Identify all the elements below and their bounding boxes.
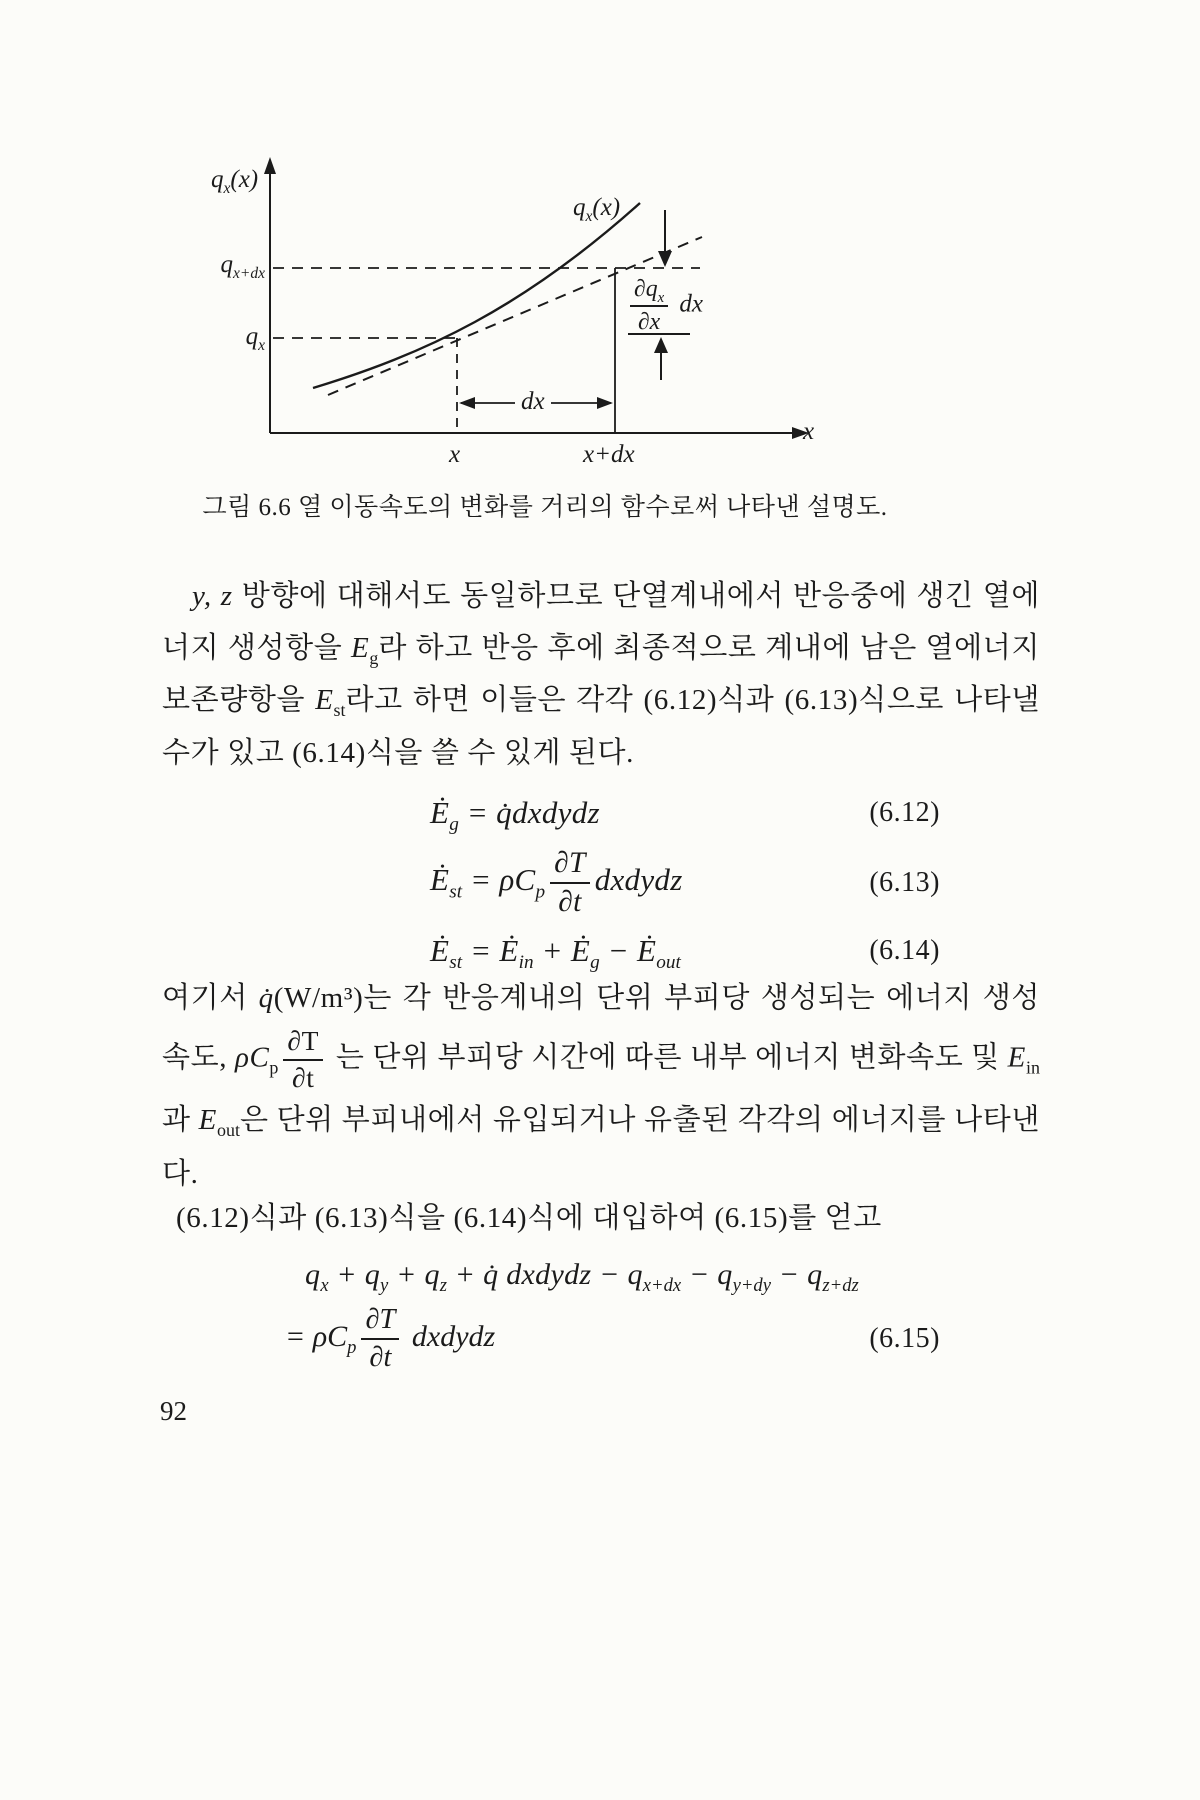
paragraph-1: y, z 방향에 대해서도 동일하므로 단열계내에서 반응중에 생긴 열에너지 생성항을 $E_g$라 하고 반응 후에 최종적으로 계내에 남은 열에너지 보존량항을 $E_{st}$라고 하면 이들은 각각 (6.12)식과 (6.13)식으로 나타낼 수가 있고 (6.14)식을 쓸 수 있게 된다. [162, 580, 1041, 769]
slope-up-arrowhead [654, 337, 668, 353]
equation-615-block [285, 1258, 940, 1374]
equation-615-line2: = $\rho C_p$ $\frac{\partial T}{\partial t}$ dxdydz [285, 1304, 496, 1373]
tick-label-x: x [449, 441, 461, 468]
tick-label-x-plus-dx: x+dx [583, 441, 635, 468]
equation-614-row [430, 932, 940, 974]
equation-612-row [430, 795, 940, 836]
equation-block [430, 795, 940, 974]
equation-614-expression: $Ė_{st}$ = $Ė_{in}$ + $Ė_g$ − $Ė_{out}$ [430, 932, 681, 974]
slope-down-arrowhead [658, 251, 672, 267]
dx-left-arrowhead [459, 397, 475, 409]
y-axis-title: $q_x(x)$ [211, 166, 259, 197]
dx-right-arrowhead [597, 397, 613, 409]
figure-canvas [185, 148, 875, 488]
equation-613-expression: $Ė_{st} = \rho C_p$ $\frac{\partial T}{\partial t}$ dxdydz [430, 847, 683, 918]
slope-term-label: $\frac{\partial q_x}{\partial x}$ dx [625, 276, 703, 335]
equation-614-number: (6.14) [869, 934, 940, 966]
equation-613-row [430, 847, 940, 919]
equation-615-line2-row [285, 1304, 940, 1374]
equation-615-line1: $q_x + q_y + q_z$ + q̇ dxdydz − $q_{x+dx} - q_{y+dy} - q_{z+dz}$ [305, 1258, 859, 1296]
x-axis-end-label: x [803, 418, 815, 445]
y-axis-arrowhead [264, 157, 276, 174]
page-number: 92 [160, 1396, 187, 1426]
equation-615-number: (6.15) [869, 1322, 940, 1354]
paragraph-2: 여기서 q̇(W/m³)는 각 반응계내의 단위 부피당 생성되는 에너지 생성속도, $\rho C_p$ $\frac{\partial T}{\partial t}$ 는 단위 부피당 시간에 따른 내부 에너지 변화속도 및 $E_{in}$과 $E_{out}$은 단위 부피내에서 유입되거나 유출된 각각의 에너지를 나타낸다. [162, 982, 1041, 1190]
equation-612-number: (6.12) [869, 797, 940, 828]
curve-label: $q_x(x)$ [573, 194, 621, 225]
paragraph-3: (6.12)식과 (6.13)식을 (6.14)식에 대입하여 (6.15)를 얻고 [176, 1202, 882, 1234]
heat-flux-curve [313, 203, 640, 388]
figure-caption: 그림 6.6 열 이동속도의 변화를 거리의 함수로써 나타낸 설명도. [202, 494, 888, 521]
figure-6-6 [185, 148, 875, 488]
qx-label: $q_x$ [245, 323, 265, 354]
qx-plus-dx-label: $q_{x+dx}$ [220, 251, 265, 282]
equation-612-expression: $Ė_g$ = q̇dxdydz [430, 795, 600, 836]
dx-label: dx [515, 388, 551, 416]
equation-613-number: (6.13) [869, 866, 940, 898]
